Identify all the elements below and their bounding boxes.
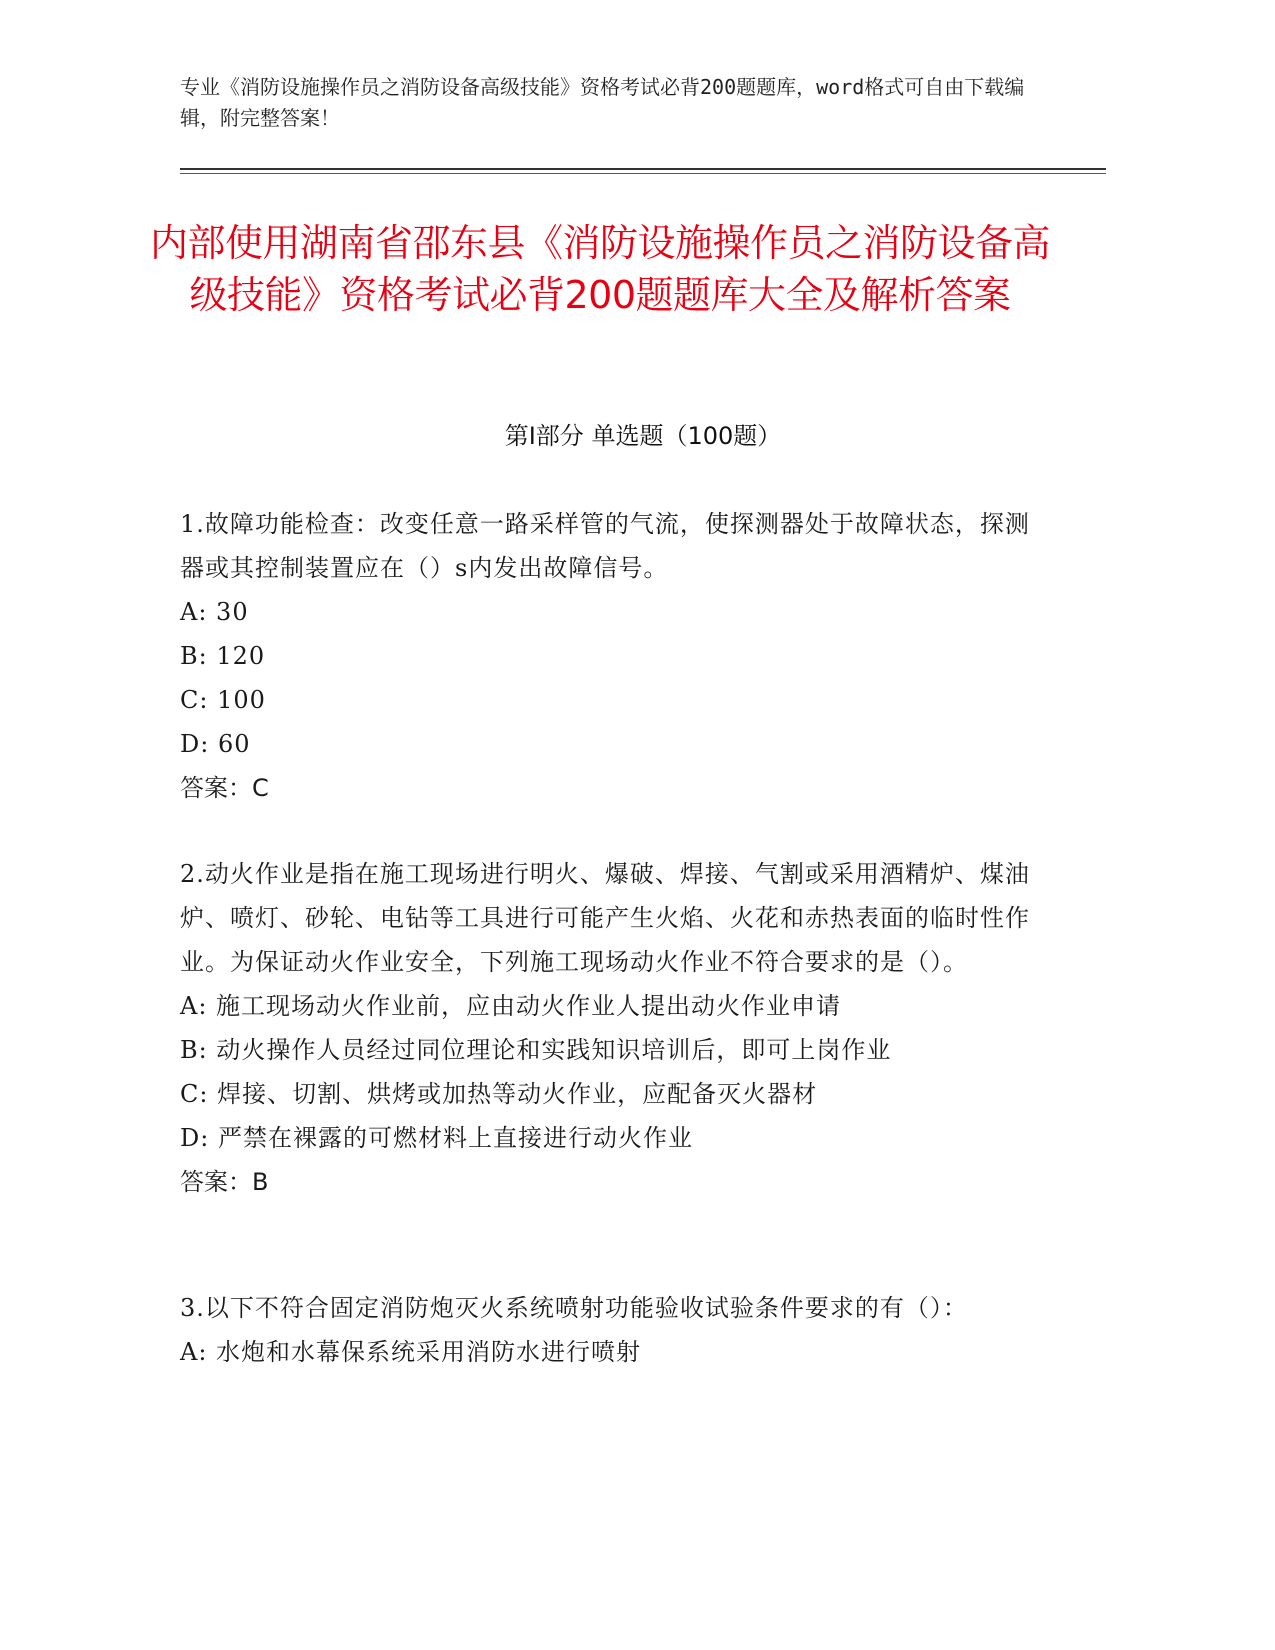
option-c: C: 100 <box>180 686 266 714</box>
header-note: 专业《消防设施操作员之消防设备高级技能》资格考试必背200题题库，word格式可自由下载编辑，附完整答案！ <box>180 75 1025 130</box>
header-divider-thick <box>180 168 1106 170</box>
option-a: A: 水炮和水幕保系统采用消防水进行喷射 <box>180 1338 642 1366</box>
option-d: D: 60 <box>180 730 251 758</box>
question-3 <box>180 1286 1030 1374</box>
answer: 答案：B <box>180 1168 269 1196</box>
header-divider-thin <box>180 173 1106 174</box>
question-2 <box>180 852 1030 1204</box>
question-stem: 3.以下不符合固定消防炮灭火系统喷射功能验收试验条件要求的有（）： <box>180 1294 968 1322</box>
document-title: 内部使用湖南省邵东县《消防设施操作员之消防设备高级技能》资格考试必背200题题库大全及解析答案 <box>150 221 1051 317</box>
section-heading: 第Ⅰ部分 单选题（100题） <box>504 422 782 450</box>
option-b: B: 120 <box>180 642 266 670</box>
question-stem: 2.动火作业是指在施工现场进行明火、爆破、焊接、气割或采用酒精炉、煤油炉、喷灯、砂轮、电钻等工具进行可能产生火焰、火花和赤热表面的临时性作业。为保证动火作业安全，下列施工现场动火作业不符合要求的是（）。 <box>180 860 1030 976</box>
option-b: B: 动火操作人员经过同位理论和实践知识培训后，即可上岗作业 <box>180 1036 892 1064</box>
option-d: D: 严禁在裸露的可燃材料上直接进行动火作业 <box>180 1124 693 1152</box>
option-a: A: 施工现场动火作业前，应由动火作业人提出动火作业申请 <box>180 992 842 1020</box>
answer: 答案：C <box>180 774 269 802</box>
question-1 <box>180 502 1030 810</box>
question-stem: 1.故障功能检查：改变任意一路采样管的气流，使探测器处于故障状态，探测器或其控制装置应在（）s内发出故障信号。 <box>180 510 1030 582</box>
option-a: A: 30 <box>180 598 249 626</box>
option-c: C: 焊接、切割、烘烤或加热等动火作业，应配备灭火器材 <box>180 1080 818 1108</box>
